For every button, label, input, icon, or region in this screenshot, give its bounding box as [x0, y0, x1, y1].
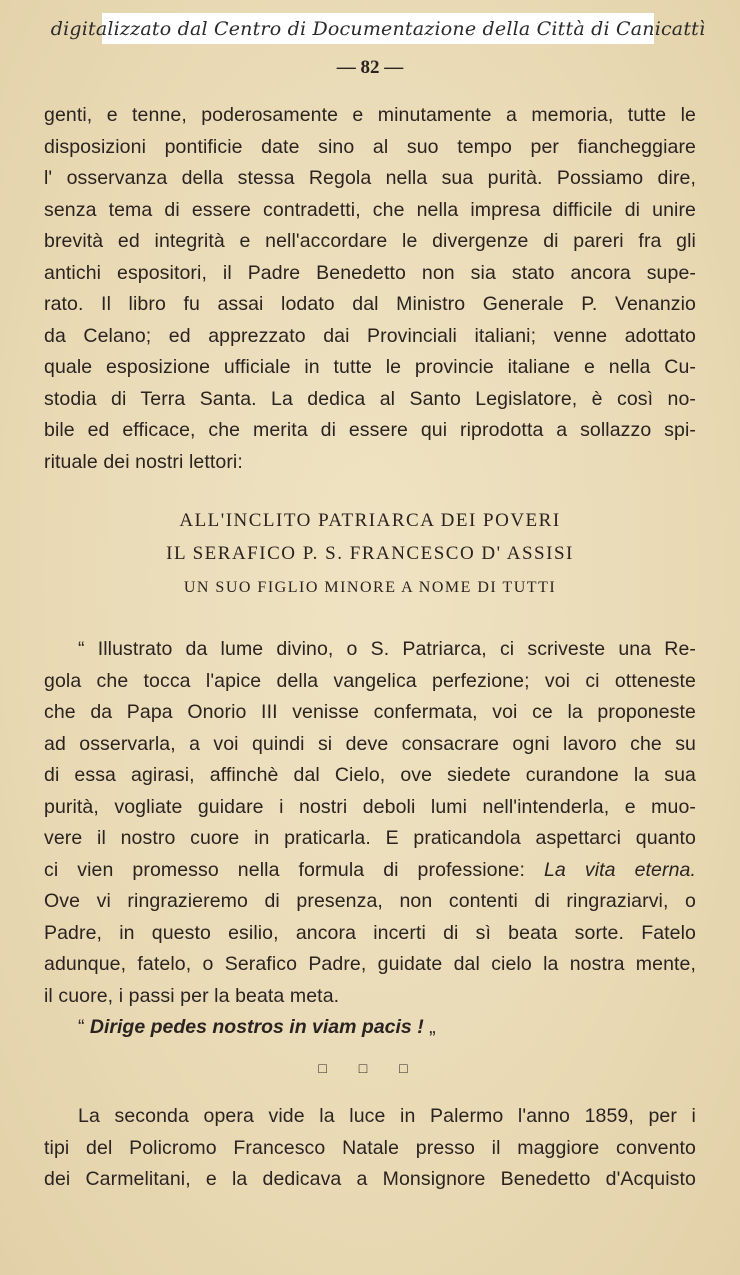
quote-line-with-italic — [44, 855, 696, 887]
text-line: rato. Il libro fu assai lodato dal Ministro Generale P. Venanzio — [44, 293, 696, 315]
closing-latin-quote — [78, 1012, 436, 1044]
paragraph-continuation — [44, 100, 696, 478]
text-line: rituale dei nostri lettori: — [44, 450, 243, 473]
quote-line: il cuore, i passi per la beata meta. — [44, 984, 340, 1007]
text-line: brevità ed integrità e nell'accordare le divergenze di pareri fra gli — [44, 230, 696, 252]
text-line: tipi del Policromo Francesco Natale presso il maggiore convento — [44, 1136, 696, 1159]
latin-quote-text: Dirige pedes nostros in viam pacis ! — [89, 1016, 424, 1038]
page-number: — 82 — — [336, 57, 404, 78]
close-quote-mark: „ — [429, 1016, 436, 1038]
quote-line: vere il nostro cuore in praticarla. E praticandola aspettarci quanto — [44, 827, 696, 849]
text-line: disposizioni pontificie date sino al suo tempo per fiancheggiare — [44, 135, 696, 158]
quote-line: Ove vi ringrazieremo di presenza, non contenti di ringraziarvi, o — [44, 890, 696, 912]
digitization-watermark: digitalizzato dal Centro di Documentazione della Città di Canicattì — [102, 13, 654, 44]
dedication-line-3: UN SUO FIGLIO MINORE A NOME DI TUTTI — [183, 579, 557, 596]
text-line: senza tema di essere contradetti, che nella impresa difficile di unire — [44, 198, 696, 221]
dedication-line-2: IL SERAFICO P. S. FRANCESCO D' ASSISI — [166, 543, 574, 564]
paragraph-second-work — [44, 1101, 696, 1196]
text-line: stodia di Terra Santa. La dedica al Santo Legislatore, è così no- — [44, 387, 696, 410]
text-line: quale esposizione ufficiale in tutte le provincie italiane e nella Cu- — [44, 356, 696, 378]
text-line: genti, e tenne, poderosamente e minutamente a memoria, tutte le — [44, 104, 696, 126]
quote-line: di essa agirasi, affinchè dal Cielo, ove siedete curandone la sua — [44, 764, 696, 786]
quote-line: gola che tocca l'apice della vangelica perfezione; voi ci otteneste — [44, 669, 696, 692]
text-line: dei Carmelitani, e la dedicava a Monsignore Benedetto d'Acquisto — [44, 1168, 696, 1190]
quote-line: Padre, in questo esilio, ancora incerti di sì beata sorte. Fatelo — [44, 921, 696, 944]
text-line: l' osservanza della stessa Regola nella sua purità. Possiamo dire, — [44, 167, 696, 189]
open-quote-mark: “ — [78, 1016, 85, 1038]
quote-line: “ Illustrato da lume divino, o S. Patriarca, ci scriveste una Re- — [78, 638, 696, 660]
text-line: La seconda opera vide la luce in Palermo l'anno 1859, per i — [78, 1105, 696, 1127]
text-line: bile ed efficace, che merita di essere qui riprodotta a sollazzo spi- — [44, 419, 696, 441]
dedication-line-1: ALL'INCLITO PATRIARCA DEI POVERI — [179, 510, 561, 531]
quote-line: ad osservarla, a voi quindi si deve consacrare ogni lavoro che su — [44, 732, 696, 755]
quote-line: che da Papa Onorio III venisse confermata, voi ce la proponeste — [44, 701, 696, 723]
quote-line-text: ci vien promesso nella formula di professione: — [44, 858, 525, 881]
dedication-quote — [44, 634, 696, 1012]
text-line: da Celano; ed apprezzato dai Provinciali italiani; venne adottato — [44, 324, 696, 347]
quote-italic-phrase: La vita eterna. — [543, 858, 696, 881]
quote-line: adunque, fatelo, o Serafico Padre, guidate dal cielo la nostra mente, — [44, 953, 696, 975]
section-divider-ornament: □ □ □ — [318, 1060, 422, 1076]
text-line: antichi espositori, il Padre Benedetto non sia stato ancora supe- — [44, 261, 696, 284]
quote-line: purità, vogliate guidare i nostri deboli lumi nell'intenderla, e muo- — [44, 795, 696, 818]
